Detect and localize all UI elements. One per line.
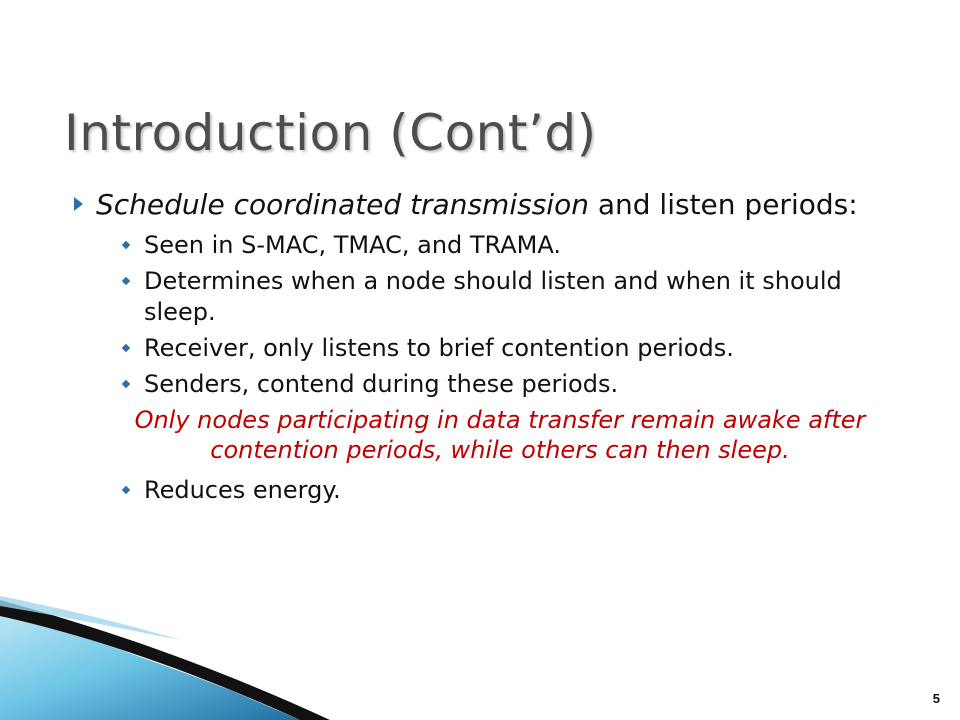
main-bullet-italic-text: Schedule coordinated transmission <box>96 188 589 221</box>
sub-bullet-item <box>144 333 904 364</box>
diamond-bullet-icon <box>122 241 130 249</box>
corner-wave-decoration <box>0 590 960 720</box>
highlight-note: Only nodes participating in data transfer remain awake after contention periods, while others can then sleep. <box>134 406 866 464</box>
sub-bullet-item <box>144 369 904 400</box>
diamond-bullet-icon <box>122 344 130 352</box>
sub-bullet-text: Receiver, only listens to brief contention periods. <box>144 334 734 362</box>
sub-bullet-item <box>144 266 904 328</box>
slide-body <box>64 188 904 511</box>
sub-bullet-text: Seen in S-MAC, TMAC, and TRAMA. <box>144 231 561 259</box>
sub-bullet-text: Senders, contend during these periods. <box>144 370 619 398</box>
slide-title: Introduction (Cont’d) <box>64 104 597 162</box>
diamond-bullet-icon <box>122 486 130 494</box>
main-bullet-text: and listen periods: <box>588 188 858 221</box>
diamond-bullet-icon <box>122 380 130 388</box>
main-bullet-item <box>64 188 904 222</box>
sub-bullet-item <box>144 475 904 506</box>
sub-bullet-text: Reduces energy. <box>144 476 341 504</box>
sub-bullet-item <box>144 230 904 261</box>
page-number: 5 <box>932 691 940 706</box>
diamond-bullet-icon <box>122 277 130 285</box>
triangle-bullet-icon <box>74 197 83 211</box>
sub-bullet-text: Determines when a node should listen and when it should sleep. <box>144 267 842 326</box>
